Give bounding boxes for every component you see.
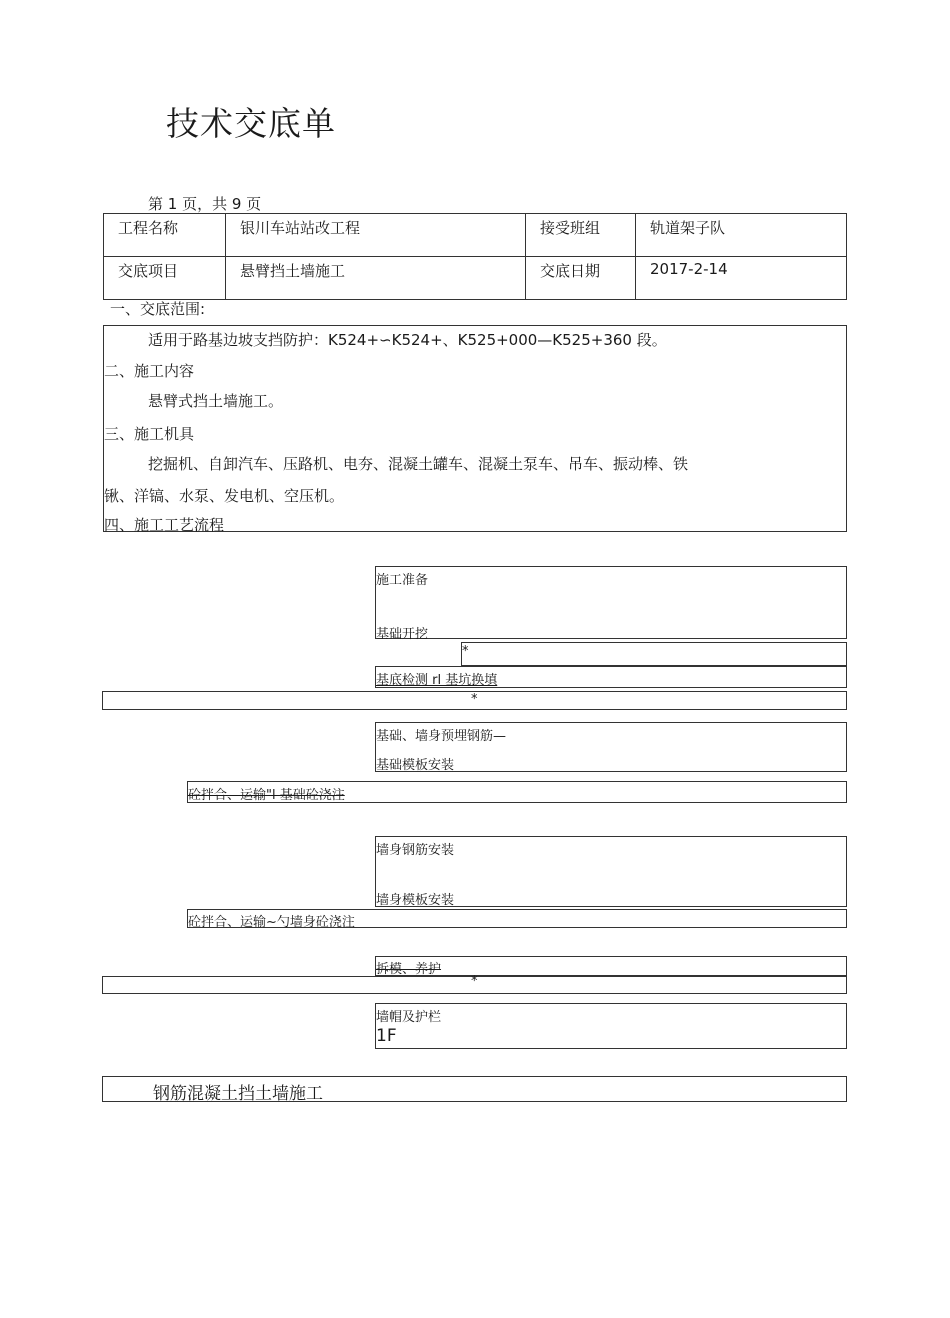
team-label: 接受班组: [526, 214, 636, 257]
flow-step-inspect: 基底检测 rl 基坑换填: [376, 673, 498, 688]
item-label: 交底项目: [104, 257, 226, 300]
section3-text-1: 挖掘机、自卸汽车、压路机、电夯、混凝土罐车、混凝土泵车、吊车、振动棒、铁: [148, 455, 689, 473]
flow-step-rebar-embed: 基础、墙身预埋钢筋—: [376, 729, 507, 744]
flow-box-arrow-2: [102, 691, 847, 710]
scope-title: 一、交底范围:: [110, 300, 206, 318]
flow-box-arrow-3: [102, 976, 847, 994]
flow-step-wall-formwork: 墙身模板安装: [376, 893, 455, 908]
team-value: 轨道架子队: [636, 214, 847, 257]
flow-box-wall: [375, 836, 847, 907]
page-info: 第 1 页，共 9 页: [148, 195, 262, 213]
project-name-value: 银川车站站改工程: [226, 214, 526, 257]
flow-box-cap: [375, 1003, 847, 1049]
table-row: [104, 214, 847, 257]
flow-step-formwork: 基础模板安装: [376, 758, 455, 773]
section4-title: 四、施工工艺流程: [104, 516, 225, 534]
flow-box-inspect: [375, 666, 847, 688]
flow-box-wall-pour: [187, 909, 847, 928]
flow-step-prepare: 施工准备: [376, 573, 429, 588]
flow-step-demold: 拆模、养护: [376, 962, 442, 977]
scope-text: 适用于路基边坡支挡防护：K524+∽K524+、K525+000—K525+360 段。: [148, 331, 667, 349]
flow-box-demold: [375, 956, 847, 976]
document-title: 技术交底单: [166, 104, 336, 143]
section2-title: 二、施工内容: [104, 362, 195, 380]
flowchart-caption: 钢筋混凝土挡土墙施工: [153, 1084, 323, 1104]
date-label: 交底日期: [526, 257, 636, 300]
flow-step-excavate: 基础开挖: [376, 627, 429, 642]
flow-step-wall-rebar: 墙身钢筋安装: [376, 843, 455, 858]
content-box: [103, 325, 847, 532]
flow-step-cap: 墙帽及护栏: [376, 1010, 442, 1025]
flow-box-prepare: [375, 566, 847, 642]
flow-box-rebar: [375, 722, 847, 772]
section3-text-2: 锹、洋镐、水泵、发电机、空压机。: [104, 487, 345, 505]
info-table: [103, 213, 847, 300]
flow-step-wall-pour: 砼拌合、运输~勺墙身砼浇注: [188, 915, 355, 930]
table-row: [104, 257, 847, 300]
flow-arrow-3: *: [471, 974, 478, 989]
section2-text: 悬臂式挡土墙施工。: [148, 392, 284, 410]
flow-box-caption: [102, 1076, 847, 1102]
flow-box-arrow-1: [461, 642, 847, 666]
flow-step-base-pour: 砼拌合、运输"l 基础砼浇注: [188, 788, 345, 803]
date-value: 2017-2-14: [636, 257, 847, 300]
flow-arrow-2: *: [471, 692, 478, 707]
flow-arrow-1: *: [462, 644, 469, 659]
flow-box-base-pour: [187, 781, 847, 803]
section3-title: 三、施工机具: [104, 425, 195, 443]
project-name-label: 工程名称: [104, 214, 226, 257]
item-value: 悬臂挡土墙施工: [226, 257, 526, 300]
flow-step-cap-note: 1F: [376, 1026, 397, 1046]
